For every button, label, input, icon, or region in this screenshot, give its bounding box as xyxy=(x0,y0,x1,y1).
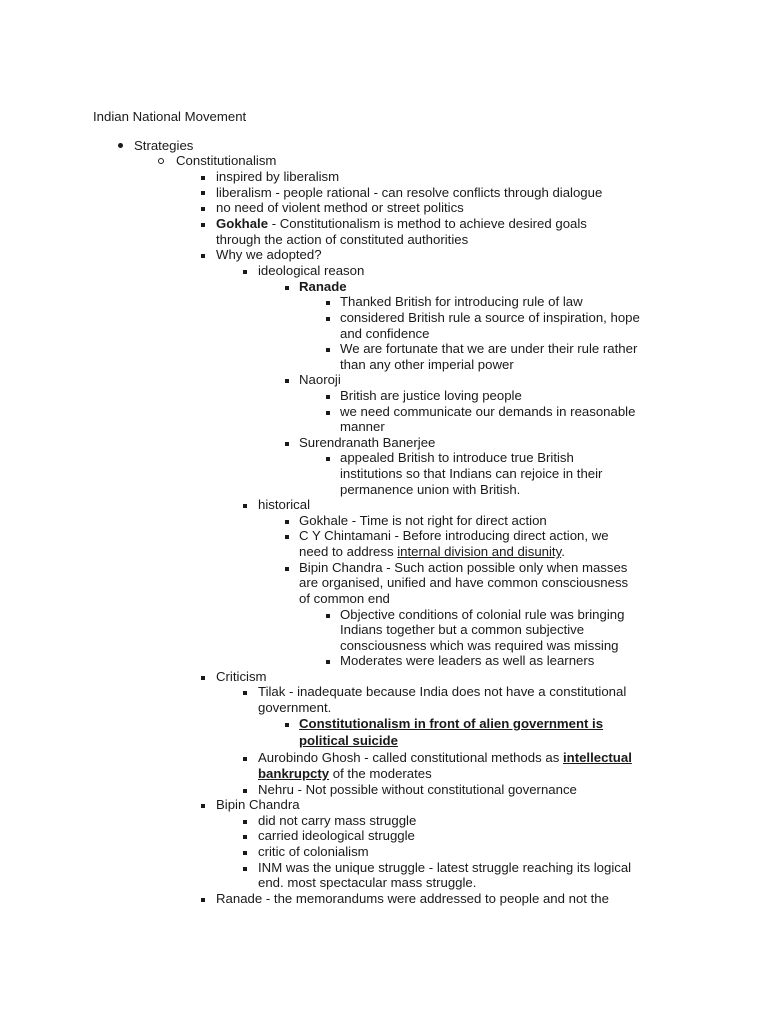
list-item: did not carry mass struggle xyxy=(258,813,417,828)
list-item: Why we adopted? xyxy=(216,247,322,262)
bullet-icon xyxy=(201,898,205,902)
bullet-icon xyxy=(285,535,289,539)
list-item: historical xyxy=(258,497,311,512)
list-item: Moderates were leaders as well as learners xyxy=(340,653,595,668)
list-item-text: of the moderates xyxy=(329,766,432,781)
list-item: Ranade xyxy=(299,279,347,294)
list-item: Bipin Chandra - Such action possible only when masses xyxy=(299,560,628,575)
list-item: Strategies xyxy=(134,138,194,153)
list-item: C Y Chintamani - Before introducing direct action, we xyxy=(299,528,609,543)
bullet-icon xyxy=(326,411,330,415)
list-item: ideological reason xyxy=(258,263,365,278)
list-item-continuation: consciousness which was required was missing xyxy=(340,638,619,653)
list-item: Constitutionalism in front of alien government is xyxy=(299,716,604,731)
list-item: critic of colonialism xyxy=(258,844,369,859)
bullet-icon xyxy=(243,820,247,824)
list-item-continuation: permanence union with British. xyxy=(340,482,521,497)
bullet-icon xyxy=(243,835,247,839)
bullet-icon xyxy=(285,379,289,383)
list-item: we need communicate our demands in reasonable xyxy=(340,404,636,419)
bullet-icon xyxy=(326,457,330,461)
list-item xyxy=(216,216,587,232)
list-item-continuation: end. most spectacular mass struggle. xyxy=(258,875,477,890)
list-item: Criticism xyxy=(216,669,267,684)
emphasized-phrase: intellectual xyxy=(562,750,632,765)
document-title: Indian National Movement xyxy=(93,109,247,124)
bullet-icon xyxy=(326,348,330,352)
bullet-icon xyxy=(285,442,289,446)
underlined-phrase: internal division and disunity xyxy=(397,544,562,559)
bullet-icon xyxy=(326,395,330,399)
list-item-continuation: than any other imperial power xyxy=(340,357,514,372)
bullet-icon xyxy=(243,867,247,871)
list-item: Surendranath Banerjee xyxy=(299,435,436,450)
bullet-icon xyxy=(326,301,330,305)
list-item: no need of violent method or street politics xyxy=(216,200,464,215)
list-item: Bipin Chandra xyxy=(216,797,300,812)
list-item: Constitutionalism xyxy=(176,153,277,168)
list-item: carried ideological struggle xyxy=(258,828,415,843)
list-item: Nehru - Not possible without constitutional governance xyxy=(258,782,577,797)
list-item: INM was the unique struggle - latest struggle reaching its logical xyxy=(258,860,632,875)
bullet-icon xyxy=(201,223,205,227)
list-item-text: need to address xyxy=(299,544,398,559)
bullet-icon xyxy=(285,520,289,524)
bullet-icon xyxy=(158,158,164,164)
bullet-icon xyxy=(201,254,205,258)
bullet-icon xyxy=(243,504,247,508)
list-item-text: Aurobindo Ghosh - called constitutional methods as xyxy=(258,750,563,765)
bullet-icon xyxy=(118,143,123,148)
list-item-continuation xyxy=(299,544,565,560)
bullet-icon xyxy=(285,567,289,571)
list-item: Objective conditions of colonial rule was bringing xyxy=(340,607,625,622)
bullet-icon xyxy=(243,789,247,793)
list-item: appealed British to introduce true British xyxy=(340,450,574,465)
list-item-continuation: through the action of constituted authorities xyxy=(216,232,469,247)
bullet-icon xyxy=(243,691,247,695)
person-name: Gokhale xyxy=(216,216,269,231)
bullet-icon xyxy=(201,176,205,180)
list-item-continuation: are organised, unified and have common consciousness xyxy=(299,575,629,590)
bullet-icon xyxy=(243,270,247,274)
list-item-continuation: political suicide xyxy=(299,733,398,748)
bullet-icon xyxy=(326,317,330,321)
emphasized-phrase: bankrupcty xyxy=(258,766,330,781)
list-item: inspired by liberalism xyxy=(216,169,340,184)
list-item: Tilak - inadequate because India does not have a constitutional xyxy=(258,684,627,699)
bullet-icon xyxy=(285,286,289,290)
list-item: Naoroji xyxy=(299,372,341,387)
list-item: considered British rule a source of inspiration, hope xyxy=(340,310,640,325)
bullet-icon xyxy=(201,676,205,680)
list-item-continuation: institutions so that Indians can rejoice in their xyxy=(340,466,603,481)
list-item-text: - Constitutionalism is method to achieve desired goals xyxy=(268,216,587,231)
list-item: Thanked British for introducing rule of law xyxy=(340,294,583,309)
list-item: Gokhale - Time is not right for direct action xyxy=(299,513,547,528)
list-item-continuation: Indians together but a common subjective xyxy=(340,622,585,637)
list-item: British are justice loving people xyxy=(340,388,522,403)
list-item-continuation xyxy=(258,766,432,782)
list-item-continuation: of common end xyxy=(299,591,390,606)
bullet-icon xyxy=(201,804,205,808)
bullet-icon xyxy=(326,614,330,618)
bullet-icon xyxy=(243,757,247,761)
list-item: Ranade - the memorandums were addressed to people and not the xyxy=(216,891,609,906)
bullet-icon xyxy=(243,851,247,855)
list-item xyxy=(258,750,632,766)
list-item-continuation: government. xyxy=(258,700,332,715)
list-item-text: . xyxy=(561,544,565,559)
bullet-icon xyxy=(201,207,205,211)
list-item-continuation: and confidence xyxy=(340,326,430,341)
list-item: We are fortunate that we are under their rule rather xyxy=(340,341,638,356)
bullet-icon xyxy=(326,660,330,664)
list-item: liberalism - people rational - can resolve conflicts through dialogue xyxy=(216,185,603,200)
bullet-icon xyxy=(201,191,205,195)
bullet-icon xyxy=(285,723,289,727)
list-item-continuation: manner xyxy=(340,419,385,434)
